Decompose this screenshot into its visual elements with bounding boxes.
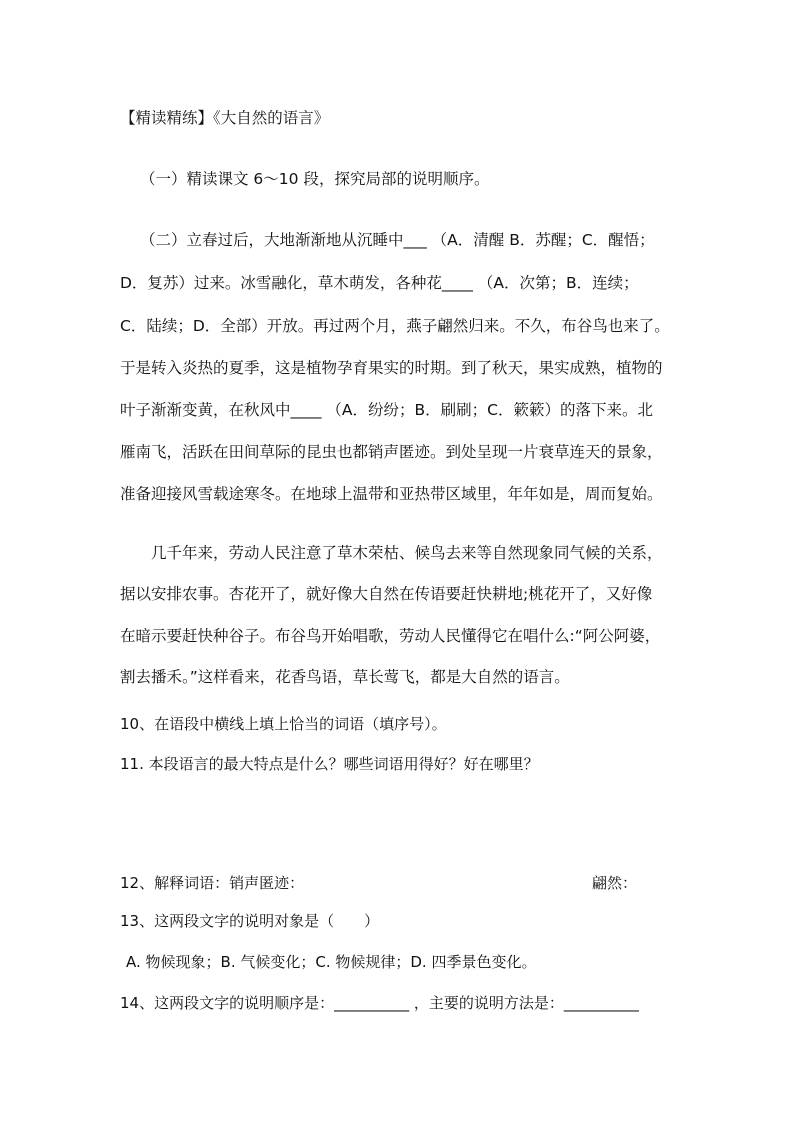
paragraph-3-line-3: 在暗示要赶快种谷子。布谷鸟开始唱歌，劳动人民懂得它在唱什么:“阿公阿婆，	[120, 627, 661, 645]
paragraph-2-line-3: C．陆续；D．全部）开放。再过两个月，燕子翩然归来。不久，布谷鸟也来了。	[120, 317, 670, 335]
question-13-options: A. 物候现象；B. 气候变化；C. 物候规律；D. 四季景色变化。	[126, 953, 537, 971]
paragraph-2-line-6: 雁南飞，活跃在田间草际的昆虫也都销声匿迹。到处呈现一片衰草连天的景象，	[120, 443, 663, 461]
question-12-second-term: 翩然：	[592, 874, 638, 892]
paragraph-2-line-2: D．复苏）过来。冰雪融化，草木萌发，各种花____ （A．次第；B．连续；	[120, 274, 639, 292]
paragraph-3-line-1: 几千年来，劳动人民注意了草木荣枯、候鸟去来等自然现象同气候的关系，	[151, 544, 663, 562]
paragraph-1: （一）精读课文 6～10 段，探究局部的说明顺序。	[140, 170, 490, 188]
question-11: 11. 本段语言的最大特点是什么？哪些词语用得好？好在哪里？	[120, 755, 539, 773]
question-12: 12、解释词语：销声匿迹：	[120, 874, 305, 892]
question-10: 10、在语段中横线上填上恰当的词语（填序号）。	[120, 715, 447, 733]
paragraph-2-line-7: 准备迎接风雪载途寒冬。在地球上温带和亚热带区域里，年年如是，周而复始。	[120, 485, 663, 503]
paragraph-3-line-4: 割去播禾。”这样看来，花香鸟语，草长莺飞，都是大自然的语言。	[120, 668, 570, 686]
paragraph-2-line-4: 于是转入炎热的夏季，这是植物孕育果实的时期。到了秋天，果实成熟，植物的	[120, 359, 663, 377]
question-13: 13、这两段文字的说明对象是（ ）	[120, 912, 380, 930]
paragraph-2-line-1: （二）立春过后，大地渐渐地从沉睡中___ （A．清醒 B．苏醒；C．醒悟；	[140, 231, 655, 249]
paragraph-3-line-2: 据以安排农事。杏花开了，就好像大自然在传语要赶快耕地;桃花开了，又好像	[120, 585, 653, 603]
question-14: 14、这两段文字的说明顺序是：__________ ，主要的说明方法是：__________	[120, 994, 639, 1012]
title: 【精读精练】《大自然的语言》	[120, 109, 330, 127]
paragraph-2-line-5: 叶子渐渐变黄，在秋风中____ （A．纷纷；B．刷刷；C．簌簌）的落下来。北	[120, 401, 653, 419]
